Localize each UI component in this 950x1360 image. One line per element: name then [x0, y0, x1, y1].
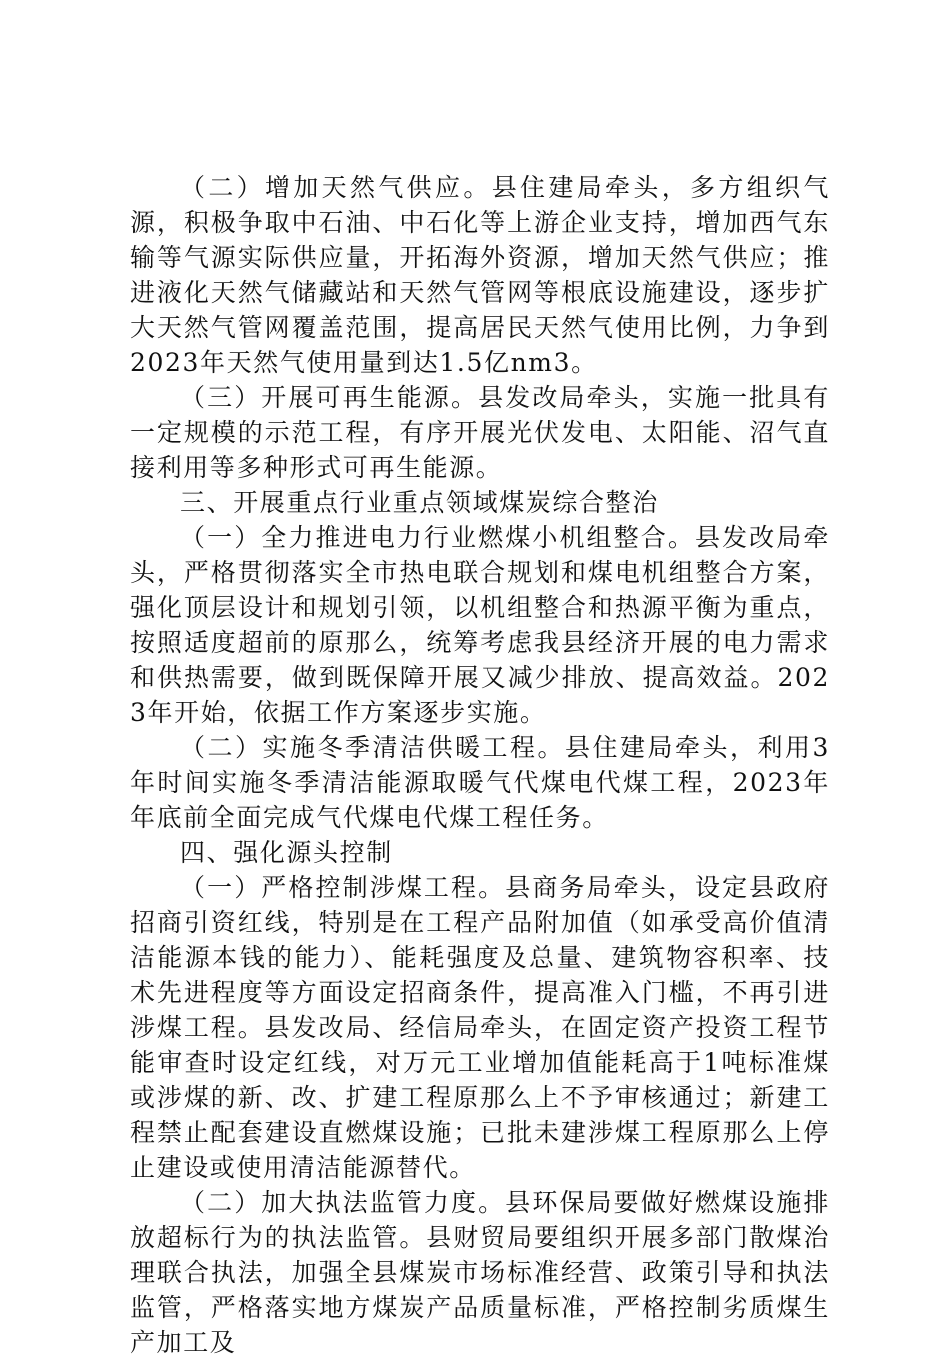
paragraph-winter-clean-heating: （二）实施冬季清洁供暖工程。县住建局牵头，利用3年时间实施冬季清洁能源取暖气代煤电代煤工程，2023年年底前全面完成气代煤电代煤工程任务。 — [130, 733, 830, 832]
paragraph-control-coal-projects: （一）严格控制涉煤工程。县商务局牵头，设定县政府招商引资红线，特别是在工程产品附加值（如承受高价值清洁能源本钱的能力）、能耗强度及总量、建筑物容积率、技术先进程度等方面设定招商条件，提高准入门槛，不再引进涉煤工程。县发改局、经信局牵头，在固定资产投资工程节能审查时设定红线，对万元工业增加值能耗高于1吨标准煤或涉煤的新、改、扩建工程原那么上不予审核通过；新建工程禁止配套建设直燃煤设施；已批未建涉煤工程原那么上停止建设或使用清洁能源替代。 — [130, 873, 830, 1182]
document-body — [130, 170, 830, 1360]
section-heading-source-control: 四、强化源头控制 — [180, 838, 393, 867]
paragraph-natural-gas-supply: （二）增加天然气供应。县住建局牵头，多方组织气源，积极争取中石油、中石化等上游企业支持，增加西气东输等气源实际供应量，开拓海外资源，增加天然气供应；推进液化天然气储藏站和天然气管网等根底设施建设，逐步扩大天然气管网覆盖范围，提高居民天然气使用比例，力争到2023年天然气使用量到达1.5亿nm3。 — [130, 173, 830, 377]
paragraph-renewable-energy: （三）开展可再生能源。县发改局牵头，实施一批具有一定规模的示范工程，有序开展光伏发电、太阳能、沼气直接利用等多种形式可再生能源。 — [130, 383, 830, 482]
paragraph-enforcement-supervision: （二）加大执法监管力度。县环保局要做好燃煤设施排放超标行为的执法监管。县财贸局要组织开展多部门散煤治理联合执法，加强全县煤炭市场标准经营、政策引导和执法监管，严格落实地方煤炭产品质量标准，严格控制劣质煤生产加工及 — [130, 1188, 830, 1357]
section-heading-coal-remediation: 三、开展重点行业重点领域煤炭综合整治 — [180, 488, 659, 517]
paragraph-power-unit-consolidation: （一）全力推进电力行业燃煤小机组整合。县发改局牵头，严格贯彻落实全市热电联合规划和煤电机组整合方案，强化顶层设计和规划引领，以机组整合和热源平衡为重点，按照适度超前的原那么，统筹考虑我县经济开展的电力需求和供热需要，做到既保障开展又减少排放、提高效益。2023年开始，依据工作方案逐步实施。 — [130, 523, 830, 727]
